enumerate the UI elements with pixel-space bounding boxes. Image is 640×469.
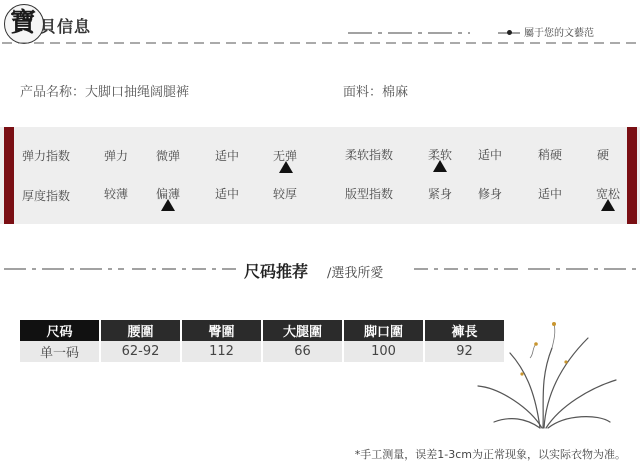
header-size: 尺码 bbox=[20, 320, 100, 341]
cell-leg-opening: 100 bbox=[343, 341, 424, 362]
header-length: 褲長 bbox=[424, 320, 505, 341]
thickness-marker-icon bbox=[161, 199, 175, 211]
header-hip: 臀圍 bbox=[181, 320, 262, 341]
elasticity-option-2: 微弹 bbox=[156, 149, 181, 163]
softness-option-2: 适中 bbox=[478, 148, 503, 162]
cell-hip: 112 bbox=[181, 341, 262, 362]
panel-accent-right bbox=[627, 127, 637, 224]
fit-option-1: 紧身 bbox=[428, 187, 453, 201]
cell-waist: 62-92 bbox=[100, 341, 181, 362]
cell-length: 92 bbox=[424, 341, 505, 362]
header-thigh: 大腿圍 bbox=[262, 320, 343, 341]
fit-label: 版型指数 bbox=[345, 187, 394, 201]
size-table bbox=[20, 320, 506, 362]
header-title: 貝信息 bbox=[40, 17, 92, 36]
fit-marker-icon bbox=[601, 199, 615, 211]
elasticity-option-1: 弹力 bbox=[104, 149, 129, 163]
elasticity-option-4: 无弹 bbox=[273, 149, 298, 163]
header-dot bbox=[507, 30, 512, 35]
size-table-header bbox=[20, 320, 505, 341]
header-tagline: 屬于您的文藝范 bbox=[524, 28, 594, 39]
softness-label: 柔软指数 bbox=[345, 148, 394, 162]
elasticity-marker-icon bbox=[279, 161, 293, 173]
size-section-title: 尺码推荐 bbox=[244, 262, 309, 281]
fit-option-2: 修身 bbox=[478, 187, 503, 201]
softness-marker-icon bbox=[433, 160, 447, 172]
softness-option-1: 柔软 bbox=[428, 148, 453, 162]
table-row bbox=[20, 341, 505, 362]
thickness-option-1: 较薄 bbox=[104, 187, 129, 201]
thickness-option-3: 适中 bbox=[215, 187, 240, 201]
elasticity-label: 弹力指数 bbox=[22, 149, 71, 163]
header-ornament-line bbox=[348, 31, 524, 35]
orchid-illustration bbox=[470, 318, 620, 430]
fit-option-3: 适中 bbox=[538, 187, 563, 201]
header-waist: 腰圍 bbox=[100, 320, 181, 341]
thickness-option-4: 较厚 bbox=[273, 187, 298, 201]
softness-option-3: 稍硬 bbox=[538, 148, 563, 162]
product-name: 产品名称：大脚口抽绳阔腿裤 bbox=[20, 85, 190, 100]
cell-size: 单一码 bbox=[20, 341, 100, 362]
thickness-label: 厚度指数 bbox=[22, 189, 71, 203]
seal-character: 寶 bbox=[9, 8, 36, 38]
header-divider bbox=[2, 41, 638, 45]
size-section-subtitle: /選我所愛 bbox=[327, 266, 384, 281]
footnote: *手工测量，误差1-3cm为正常现象，以实际衣物为准。 bbox=[354, 448, 626, 461]
panel-accent-left bbox=[4, 127, 14, 224]
softness-option-4: 硬 bbox=[597, 148, 610, 162]
index-panel bbox=[0, 127, 640, 224]
cell-thigh: 66 bbox=[262, 341, 343, 362]
thickness-option-2: 偏薄 bbox=[156, 187, 181, 201]
size-section-divider bbox=[0, 266, 640, 272]
elasticity-option-3: 适中 bbox=[215, 149, 240, 163]
fabric-label: 面料：棉麻 bbox=[343, 85, 409, 100]
fit-option-4: 宽松 bbox=[596, 187, 621, 201]
header-leg-opening: 脚口圍 bbox=[343, 320, 424, 341]
